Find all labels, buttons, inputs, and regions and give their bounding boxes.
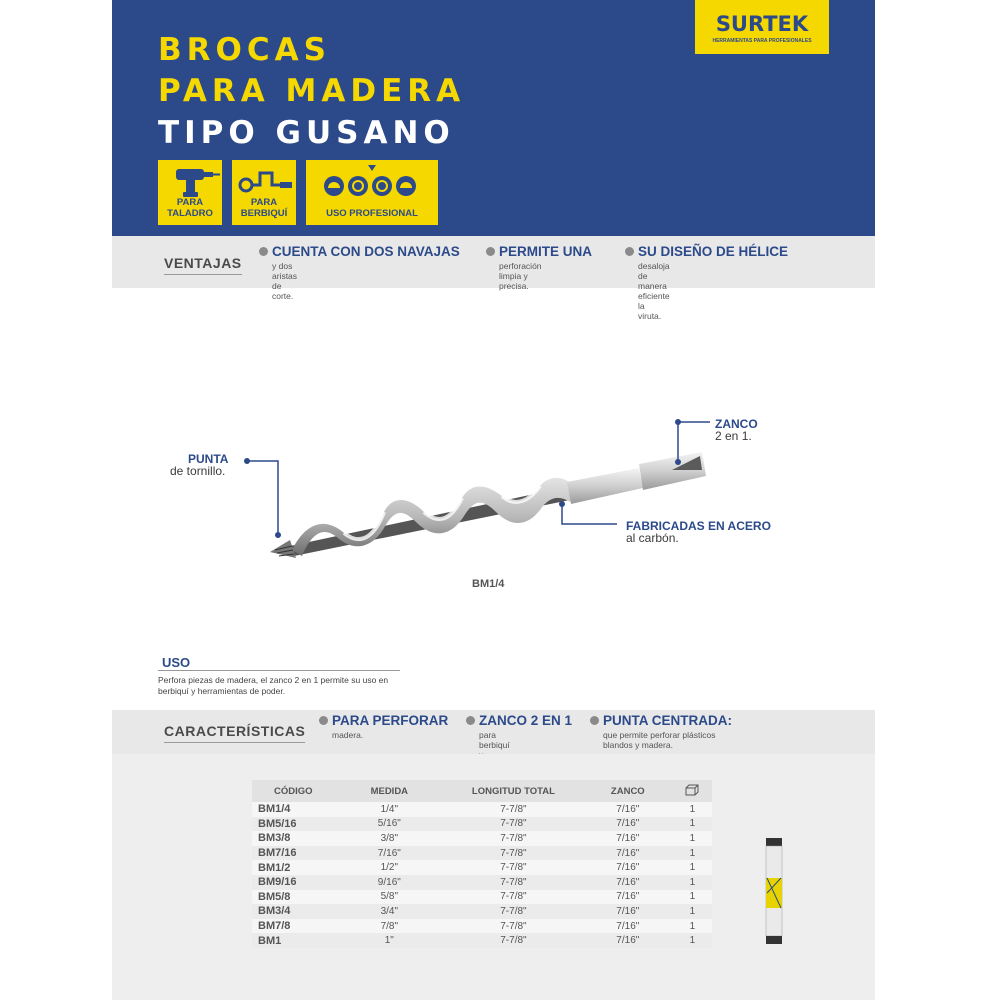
cell-cantidad: 1 [673, 890, 712, 905]
cell-cantidad: 1 [673, 904, 712, 919]
cell-longitud: 7-7/8" [444, 890, 583, 905]
title-line-3: TIPO GUSANO [158, 115, 455, 151]
cell-longitud: 7-7/8" [444, 831, 583, 846]
cell-cantidad: 1 [673, 933, 712, 948]
cell-cantidad: 1 [673, 919, 712, 934]
cell-zanco: 7/16" [583, 904, 673, 919]
header-banner [112, 0, 875, 236]
bullet-dot [319, 716, 328, 725]
cell-codigo: BM7/8 [252, 919, 335, 934]
table-row [252, 860, 712, 875]
ventaja-1-head: CUENTA CON DOS NAVAJAS [272, 244, 460, 259]
cell-medida: 3/4" [335, 904, 444, 919]
cell-medida: 1/4" [335, 802, 444, 817]
cell-cantidad: 1 [673, 860, 712, 875]
table-row [252, 904, 712, 919]
badge-taladro-label: PARA TALADRO [167, 197, 213, 219]
cell-cantidad: 1 [673, 831, 712, 846]
caracteristicas-band [112, 710, 875, 754]
cell-cantidad: 1 [673, 846, 712, 861]
ventaja-2-sub: perforación limpia y precisa. [499, 261, 542, 291]
cell-longitud: 7-7/8" [444, 875, 583, 890]
cell-zanco: 7/16" [583, 890, 673, 905]
table-row [252, 890, 712, 905]
title-line-2: PARA MADERA [158, 73, 466, 109]
uso-divider [158, 670, 400, 671]
brace-icon [236, 165, 296, 199]
cell-codigo: BM3/4 [252, 904, 335, 919]
cell-medida: 9/16" [335, 875, 444, 890]
cell-longitud: 7-7/8" [444, 933, 583, 948]
cell-medida: 3/8" [335, 831, 444, 846]
cell-cantidad: 1 [673, 875, 712, 890]
table-row [252, 802, 712, 817]
cell-zanco: 7/16" [583, 860, 673, 875]
bullet-dot [466, 716, 475, 725]
table-row [252, 831, 712, 846]
cell-codigo: BM3/8 [252, 831, 335, 846]
cell-codigo: BM1/2 [252, 860, 335, 875]
header-medida: MEDIDA [335, 780, 444, 802]
callout-acero-sub: al carbón. [626, 531, 679, 545]
cell-codigo: BM1/4 [252, 802, 335, 817]
table-row [252, 846, 712, 861]
badge-uso-profesional [306, 160, 438, 225]
cell-zanco: 7/16" [583, 933, 673, 948]
cell-codigo: BM5/16 [252, 817, 335, 832]
cell-codigo: BM5/8 [252, 890, 335, 905]
bullet-dot [625, 247, 634, 256]
brand-name: SURTEK [715, 12, 809, 36]
spec-table-body [252, 802, 712, 948]
cell-longitud: 7-7/8" [444, 817, 583, 832]
box-icon [673, 780, 712, 802]
cell-medida: 1/2" [335, 860, 444, 875]
caracteristicas-title: CARACTERÍSTICAS [164, 723, 305, 743]
cell-longitud: 7-7/8" [444, 846, 583, 861]
ventaja-3-sub: desaloja de manera eficiente la viruta. [638, 261, 670, 321]
cell-zanco: 7/16" [583, 875, 673, 890]
caracteristica-2-sub: para berbiquí [479, 730, 510, 750]
cell-longitud: 7-7/8" [444, 919, 583, 934]
cell-zanco: 7/16" [583, 802, 673, 817]
table-row [252, 919, 712, 934]
title-line-1: BROCAS [158, 32, 331, 68]
cell-longitud: 7-7/8" [444, 904, 583, 919]
callout-acero-head: FABRICADAS EN ACERO [626, 519, 771, 533]
ventaja-2-head: PERMITE UNA [499, 244, 593, 259]
cell-medida: 5/8" [335, 890, 444, 905]
cell-codigo: BM7/16 [252, 846, 335, 861]
bullet-dot [590, 716, 599, 725]
header-longitud: LONGITUD TOTAL [444, 780, 583, 802]
caracteristica-3-sub: que permite perforar plásticos blandos y madera. [603, 730, 716, 750]
bullet-dot [259, 247, 268, 256]
cell-cantidad: 1 [673, 802, 712, 817]
ventajas-band [112, 236, 875, 321]
caracteristica-2-head: ZANCO 2 EN 1 [479, 713, 573, 728]
badge-taladro [158, 160, 222, 225]
cell-medida: 7/8" [335, 919, 444, 934]
header-zanco: ZANCO [583, 780, 673, 802]
bullet-dot [486, 247, 495, 256]
model-code: BM1/4 [472, 578, 505, 590]
uso-title: USO [162, 655, 191, 670]
cell-medida: 1" [335, 933, 444, 948]
product-sheet [112, 0, 875, 1000]
ventaja-1-sub: y dos aristas de corte. [272, 261, 298, 301]
cell-codigo: BM1 [252, 933, 335, 948]
brand-logo [695, 0, 829, 54]
ventaja-3-head: SU DISEÑO DE HÉLICE [638, 244, 789, 259]
table-row [252, 817, 712, 832]
badge-berbiqui-label: PARA BERBIQUÍ [240, 197, 288, 219]
spec-table [252, 780, 712, 948]
product-package-image [764, 838, 784, 944]
cell-zanco: 7/16" [583, 919, 673, 934]
auger-bit-image [112, 400, 875, 600]
cell-cantidad: 1 [673, 817, 712, 832]
table-row [252, 875, 712, 890]
cell-zanco: 7/16" [583, 831, 673, 846]
callout-zanco-sub: 2 en 1. [715, 429, 752, 443]
cell-codigo: BM9/16 [252, 875, 335, 890]
header-codigo: CÓDIGO [252, 780, 335, 802]
cell-longitud: 7-7/8" [444, 802, 583, 817]
drill-icon [162, 165, 222, 199]
caracteristica-1-sub: madera. [332, 730, 364, 740]
callout-zanco-head: ZANCO [715, 417, 758, 431]
cell-medida: 5/16" [335, 817, 444, 832]
spec-table-header [252, 780, 712, 802]
badge-berbiqui [232, 160, 296, 225]
caracteristica-1-head: PARA PERFORAR [332, 713, 449, 728]
callout-punta-sub: de tornillo. [170, 464, 226, 478]
cell-longitud: 7-7/8" [444, 860, 583, 875]
badge-uso-profesional-label: USO PROFESIONAL [326, 208, 418, 219]
cell-zanco: 7/16" [583, 817, 673, 832]
professional-level-icon [308, 162, 436, 202]
cell-medida: 7/16" [335, 846, 444, 861]
callout-punta-head: PUNTA [188, 452, 229, 466]
brand-tagline: HERRAMIENTAS PARA PROFESIONALES [712, 38, 812, 44]
ventajas-title: VENTAJAS [164, 255, 242, 275]
cell-zanco: 7/16" [583, 846, 673, 861]
caracteristica-3-head: PUNTA CENTRADA: [603, 713, 732, 728]
table-row [252, 933, 712, 948]
uso-text: Perfora piezas de madera, el zanco 2 en 1 permite su uso en berbiquí y herramientas de poder. [158, 675, 389, 696]
